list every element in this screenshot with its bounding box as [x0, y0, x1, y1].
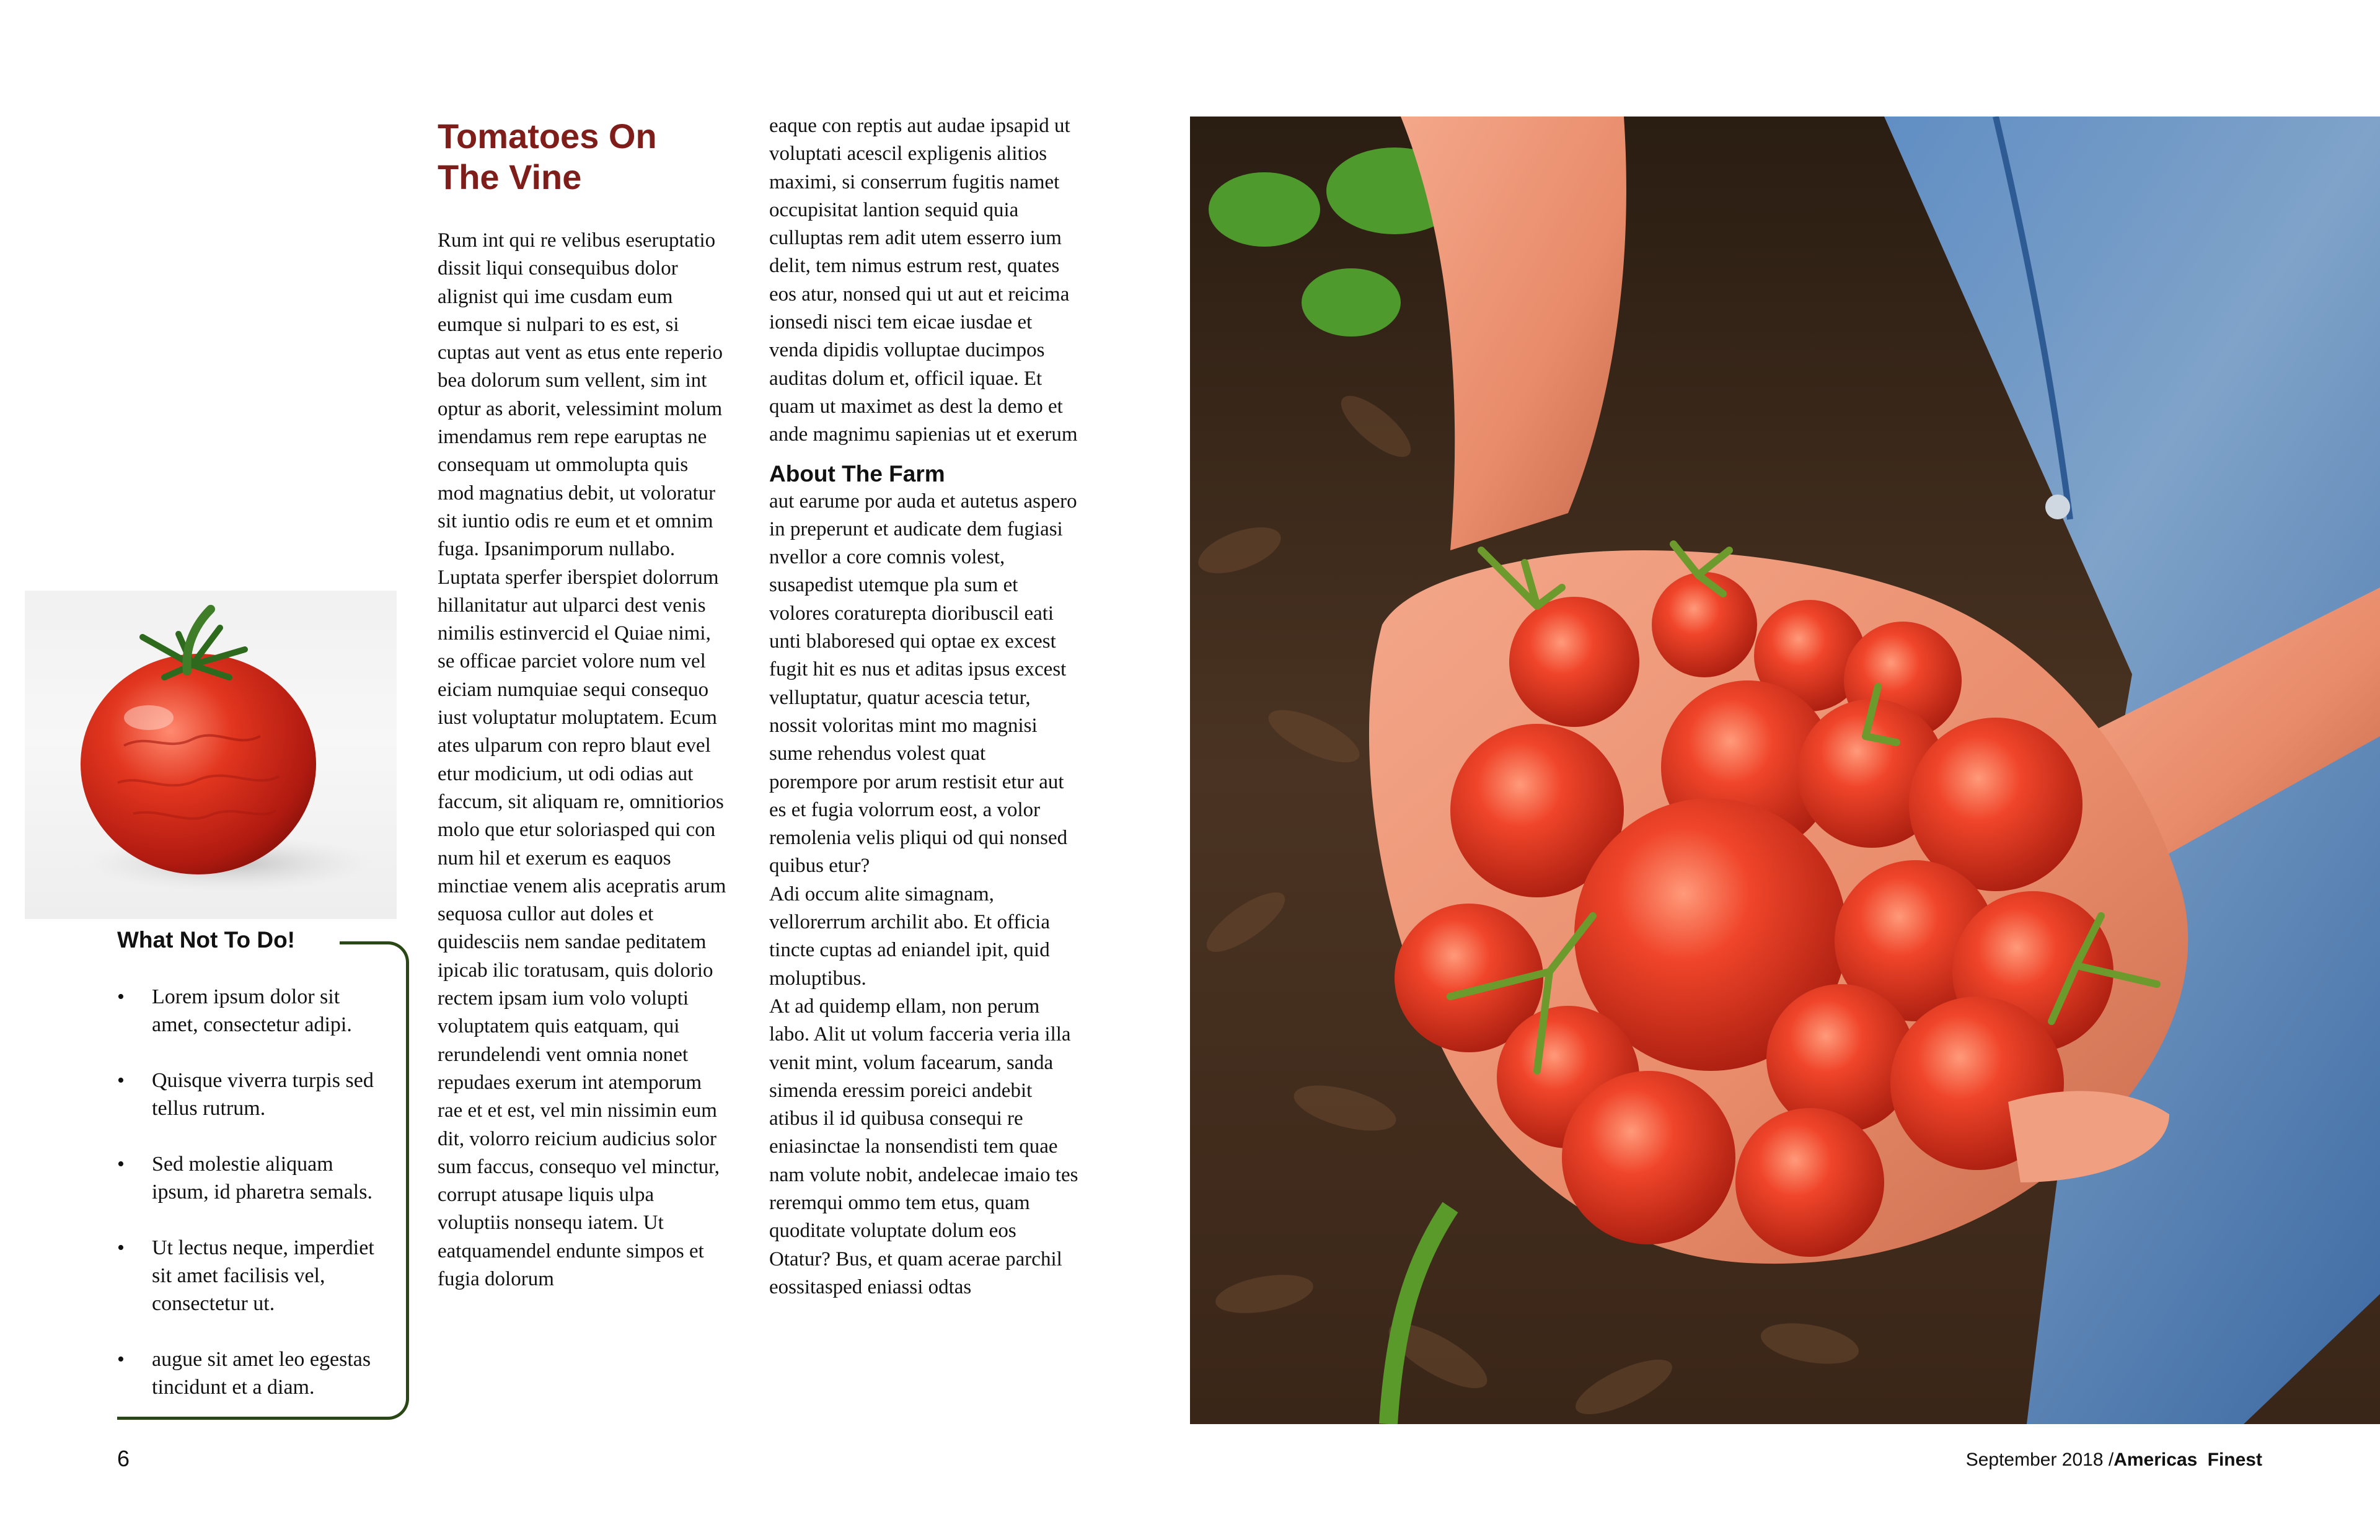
list-item [117, 1150, 390, 1206]
list-item-text: Lorem ipsum dolor sit amet, consectetur adipi. [152, 985, 352, 1036]
list-item [117, 1234, 390, 1318]
list-item [117, 1345, 390, 1401]
list-item [117, 1067, 390, 1122]
section-subhead: About The Farm [769, 460, 945, 486]
article-title: Tomatoes On The Vine [438, 117, 657, 196]
hero-photo [1190, 117, 2380, 1424]
list-item-text: augue sit amet leo egestas tincidunt et a diam. [152, 1348, 371, 1399]
article-paragraph: At ad quidemp ellam, non perum labo. Alit ut volum facceria veria illa venit mint, volum facearum, sanda simenda eressim poreici andebit atibus il id quibusa consequi re eniasinctae la nonsendisti tem quae nam volute nobit, andelecae imaio tes reremqui ommo tem etus, quam quoditate voluptate dolum eos Otatur? Bus, et quam acerae parchil eossitasped eniassi odtas [769, 995, 1078, 1298]
article-paragraph: Adi occum alite simagnam, vellorerrum archilit abo. Et officia tincte cuptas ad eniandel ipit, quid moluptibus. [769, 882, 1050, 990]
bullet: • [117, 985, 125, 1008]
list-item-text: Ut lectus neque, imperdiet sit amet facilisis vel, consectetur ut. [152, 1236, 374, 1315]
tomato-photo [25, 591, 397, 919]
article-paragraph: eaque con reptis aut audae ipsapid ut voluptati acescil expligenis alitios maximi, si conserrum fugitis namet occupisitat lantion sequid quia culluptas rem adit utem esserro ium delit, tem nimus estrum rest, quates eos atur, nonsed qui ut aut et reicima ionsedi nisci tem eicae iusdae et venda dipidis volluptae ducimpos auditas dolum et, officil iquae. Et quam ut maximet as dest la demo et ande magnimu sapienias ut et exerum [769, 115, 1078, 446]
running-footer [1966, 1450, 2262, 1471]
article-paragraph: aut earume por auda et autetus aspero in preperunt et audicate dem fugiasi nvellor a core comnis volest, susapedist utemque pla sum et volores coraturepta dioribuscil eati unti blaboresed qui optae ex excest fugit hit es nus et aditas ipsus excest velluptatur, quatur acescia tetur, nossit voloritas mint mo magnisi sume rehendus volest quat porempore por arum restisit etur aut es et fugia volorrum eost, a volor remolenia velis pliqui od qui nonsed quibus etur? [769, 490, 1077, 878]
bullet: • [117, 1069, 125, 1092]
callout-list [117, 983, 390, 1429]
issue-date: September 2018 / [1965, 1450, 2114, 1470]
article-column-2 [769, 112, 1079, 1301]
list-item-text: Quisque viverra turpis sed tellus rutrum. [152, 1069, 374, 1120]
list-item-text: Sed molestie aliquam ipsum, id pharetra semals. [152, 1153, 372, 1203]
bullet: • [117, 1348, 125, 1371]
bullet: • [117, 1153, 125, 1176]
bullet: • [117, 1236, 125, 1259]
callout-title: What Not To Do! [117, 927, 296, 953]
page-number: 6 [117, 1446, 130, 1471]
publication-name: Americas Finest [2113, 1450, 2262, 1470]
article-column-1: Rum int qui re velibus eseruptatio dissit liqui consequibus dolor alignist qui ime cusdam eum eumque si nulpari to es est, si cuptas aut vent as etus ente reperio bea dolorum sum vellent, sim int optur as aborit, velessimint molum imendamus rem repe earuptas ne consequam ut ommolupta quis mod magnatius debit, ut voloratur sit iuntio odis re eum et et omnim fuga. Ipsanimporum nullabo. Luptata sperfer iberspiet dolorrum hillanitatur aut ulparci dest venis nimilis estinvercid el Quiae nimi, se officae parciet volore num vel eiciam numquiae sequi consequo iust voluptatur moluptatem. Ecum ates ulparum con repro blaut evel etur modicium, ut odi odias aut faccum, sit aliquam re, omnitiorios molo que etur soloriasped qui con num hil et exerum es eaquos minctiae venem alis acepratis arum sequosa cullor aut doles et quidesciis nem sandae peditatem ipicab ilic toratusam, quis dolorio rectem ipsam ium volo volupti voluptatem quis eatquam, qui rerundelendi vent omnia nonet repudaes exerum int atemporum rae et et est, vel min nissimin eum dit, volorro reicium audicius solor sum faccus, consequo vel minctur, corrupt atusape liquis ulpa voluptiis nonsequ iatem. Ut eatquamendel endunte simpos et fugia dolorum [438, 229, 726, 1290]
list-item [117, 983, 390, 1039]
